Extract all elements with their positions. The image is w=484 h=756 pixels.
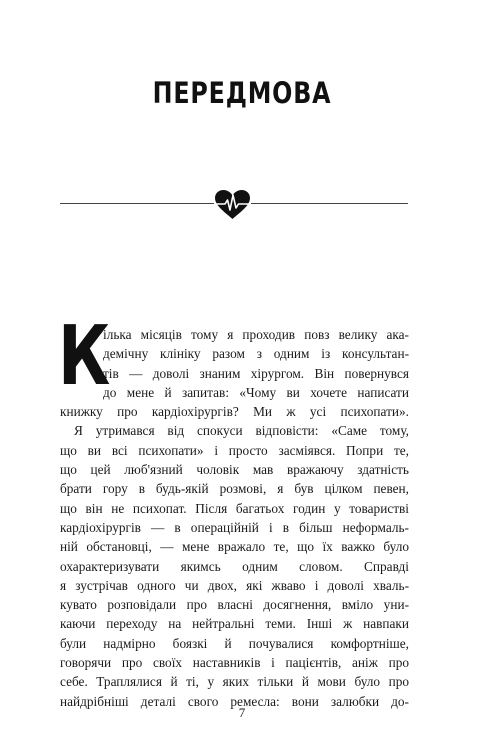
text-line: ній обстановці, — мене вражало те, що їх важко було	[60, 539, 409, 555]
text-line: тів — доволі знаним хірургом. Він повернувся	[103, 365, 409, 381]
page-number: 7	[238, 705, 246, 720]
heart-pulse-icon	[214, 189, 251, 220]
divider-right	[251, 203, 408, 204]
divider-left	[60, 203, 214, 204]
text-line: я зустрічав одного чи двох, які жваво і доволі хваль-	[60, 577, 409, 593]
text-line: найдрібніші деталі свого ремесла: вони залюбки до-	[60, 693, 409, 709]
drop-cap: К	[58, 309, 111, 404]
text-line: брати гору в будь-якій розмові, я був цілком певен,	[60, 481, 409, 497]
text-line: що він не психопат. Після багатьох годин у товаристві	[60, 500, 409, 516]
text-line: каючи переходу на нейтральні теми. Інші ж навпаки	[60, 616, 409, 632]
text-line: себе. Траплялися й ті, у яких тільки й мови було про	[60, 674, 409, 690]
text-line: що ви всі психопати» і просто засміявся. Попри те,	[60, 442, 409, 458]
chapter-title: ПЕРЕДМОВА	[152, 76, 332, 110]
text-line: охарактеризувати якимсь одним словом. Справді	[60, 558, 409, 574]
text-line: кувато розповідали про власні досягнення, вміло уни-	[60, 597, 409, 613]
body-text	[60, 325, 409, 711]
text-line: кардіохірургів — в операційній і в більш неформаль-	[60, 519, 409, 535]
text-line: демічну клініку разом з одним із консультан-	[103, 346, 409, 362]
text-line: ілька місяців тому я проходив повз велику ака-	[103, 327, 409, 342]
text-line: книжку про кардіохірургів? Ми ж усі психопати».	[60, 404, 409, 420]
text-line: до мене й запитав: «Чому ви хочете написати	[103, 384, 409, 400]
text-line: Я утримався від спокуси відповісти: «Саме тому,	[74, 423, 409, 439]
text-line: були надмірно боязкі й почувалися комфортніше,	[60, 635, 409, 651]
text-line: що цей люб'язний чоловік мав вражаючу здатність	[60, 462, 409, 478]
text-line: говорячи про своїх наставників і пацієнтів, аніж про	[60, 655, 409, 671]
